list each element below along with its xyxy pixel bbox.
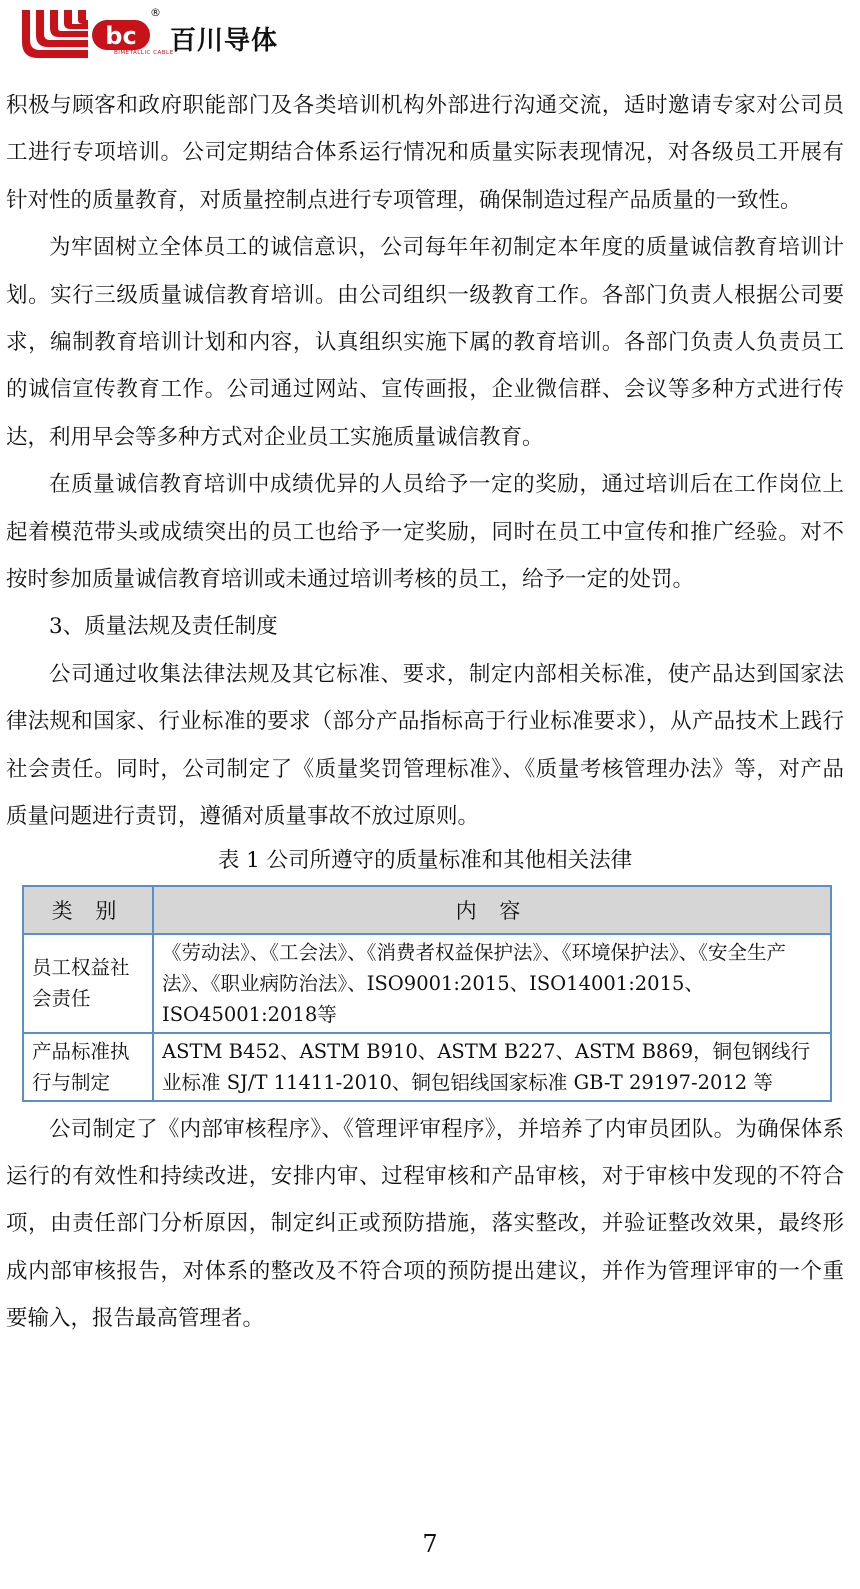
page-number: 7 [422,1530,438,1558]
table-header-category: 类 别 [23,886,153,934]
table-cell-content: ASTM B452、ASTM B910、ASTM B227、ASTM B869，铜包钢线行业标准 SJ/T 11411-2010、铜包铝线国家标准 GB-T 29197-2012 等 [153,1033,831,1101]
paragraph-internal-audit: 公司制定了《内部审核程序》、《管理评审程序》，并培养了内审员团队。为确保体系运行的有效性和持续改进，安排内审、过程审核和产品审核，对于审核中发现的不符合项，由责任部门分析原因，制定纠正或预防措施，落实整改，并验证整改效果，最终形成内部审核报告，对体系的整改及不符合项的预防提出建议，并作为管理评审的一个重要输入，报告最高管理者。 [6,1116,844,1332]
paragraph-rewards: 在质量诚信教育培训中成绩优异的人员给予一定的奖励，通过培训后在工作岗位上起着模范带头或成绩突出的员工也给予一定奖励，同时在员工中宣传和推广经验。对不按时参加质量诚信教育培训或未通过培训考核的员工，给予一定的处罚。 [6,472,844,593]
standards-table [22,885,832,1102]
table-row [23,1033,831,1101]
table-row [23,934,831,1033]
section-heading: 3、质量法规及责任制度 [49,614,278,640]
company-name-en: BIMETALLIC CABLE [114,50,174,56]
registered-mark: ® [150,6,161,19]
table-caption: 表 1 公司所遵守的质量标准和其他相关法律 [217,847,633,873]
table-cell-category: 产品标准执行与制定 [23,1033,153,1101]
company-name-cn: 百川导体 [170,26,279,56]
table-cell-category: 员工权益社会责任 [23,934,153,1033]
document-body [6,82,844,1343]
page-header [18,6,318,62]
paragraph-regulations: 公司通过收集法律法规及其它标准、要求，制定内部相关标准，使产品达到国家法律法规和国家、行业标准的要求（部分产品指标高于行业标准要求），从产品技术上践行社会责任。同时，公司制定了《质量奖罚管理标准》、《质量考核管理办法》等，对产品质量问题进行责罚，遵循对质量事故不放过原则。 [6,661,844,830]
table-header-content: 内 容 [153,886,831,934]
table-cell-content: 《劳动法》、《工会法》、《消费者权益保护法》、《环境保护法》、《安全生产法》、《职业病防治法》、ISO9001:2015、ISO14001:2015、ISO45001:2018等 [153,934,831,1033]
table-header-row [23,886,831,934]
paragraph-integrity-training: 为牢固树立全体员工的诚信意识，公司每年年初制定本年度的质量诚信教育培训计划。实行三级质量诚信教育培训。由公司组织一级教育工作。各部门负责人根据公司要求，编制教育培训计划和内容，认真组织实施下属的教育培训。各部门负责人负责员工的诚信宣传教育工作。公司通过网站、宣传画报，企业微信群、会议等多种方式进行传达，利用早会等多种方式对企业员工实施质量诚信教育。 [6,235,844,450]
logo-mark-text: bc [105,22,137,50]
paragraph-continuation: 积极与顾客和政府职能部门及各类培训机构外部进行沟通交流，适时邀请专家对公司员工进行专项培训。公司定期结合体系运行情况和质量实际表现情况，对各级员工开展有针对性的质量教育，对质量控制点进行专项管理，确保制造过程产品质量的一致性。 [6,93,844,213]
